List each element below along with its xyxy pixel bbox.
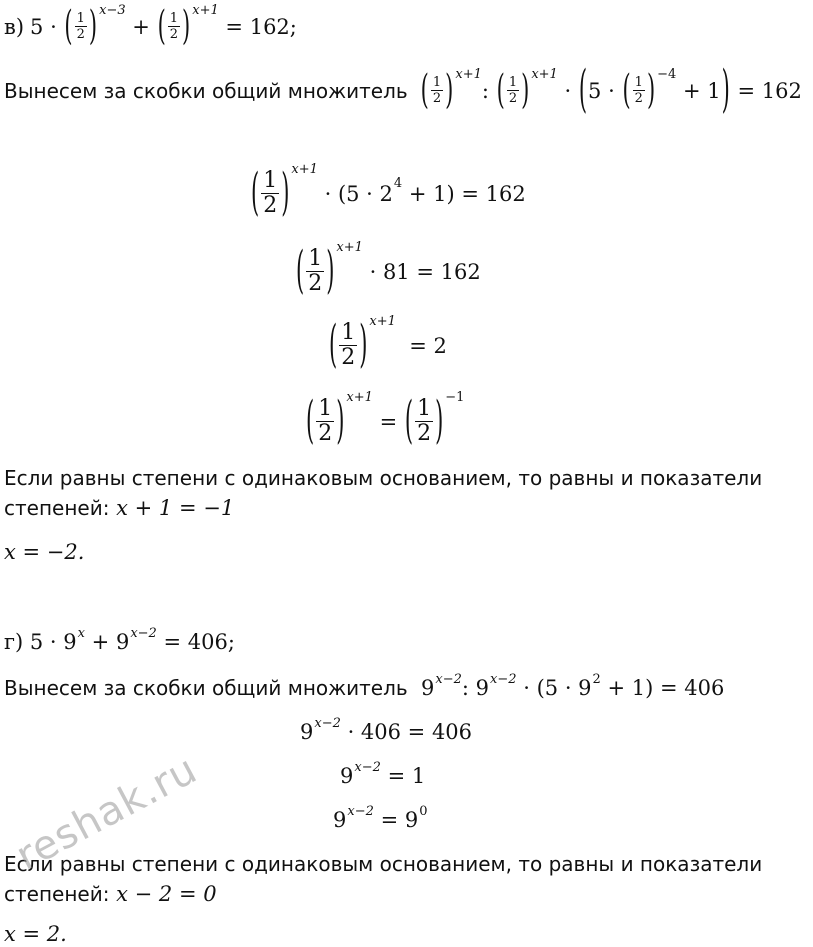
part-v-label: в) <box>4 14 25 39</box>
part-g-step2: 9 x−2 = 1 <box>340 759 426 788</box>
fraction-half: $\frac{1}{2}$ <box>169 11 179 42</box>
part-g-step3: 9 x−2 = 9 0 <box>333 803 428 832</box>
watermark-logo: reshak.ru <box>8 746 205 880</box>
part-v-step1: ( $\frac{1}{2}$ ) x+1 · (5 · 2 4 + 1) = 162 <box>251 162 526 222</box>
part-g-conclusion-2: степеней: x − 2 = 0 <box>4 882 217 906</box>
factor-text: Вынесем за скобки общий множитель <box>4 78 408 103</box>
part-v-equation: в) 5 · ( $\frac{1}{2}$ ) x−3 + ( $\frac{1}{2}$ ) x+1 = 162 ; <box>4 2 297 49</box>
part-v-conclusion-2: степеней: x + 1 = −1 <box>4 496 235 520</box>
part-g-conclusion-1: Если равны степени с одинаковым основанием, то равны и показатели <box>4 852 763 876</box>
part-g-factor-line: Вынесем за скобки общий множитель 9 x−2 : 9 x−2 · (5 · 9 2 + 1) = 406 <box>4 671 725 700</box>
part-v-factor-line: Вынесем за скобки общий множитель ( $\frac{1}{2}$ ) x+1 : ( $\frac{1}{2}$ ) x+1 · ( 5 · ( $\frac{1}{2}$ ) −4 + 1 ) = 162 <box>4 60 802 119</box>
part-v-step4: ( $\frac{1}{2}$ ) x+1 = ( $\frac{1}{2}$ ) −1 <box>306 390 465 450</box>
part-g-answer: x = 2. <box>4 922 67 946</box>
part-v-conclusion-1: Если равны степени с одинаковым основанием, то равны и показатели <box>4 466 763 490</box>
part-g-equation: г) 5 · 9 x + 9 x−2 = 406; <box>4 625 235 654</box>
fraction-half: $\frac{1}{2}$ <box>76 11 85 42</box>
part-v-step2: ( $\frac{1}{2}$ ) x+1 · 81 = 162 <box>296 240 481 300</box>
part-v-answer: x = −2. <box>4 540 85 564</box>
part-g-step1: 9 x−2 · 406 = 406 <box>300 715 473 744</box>
part-v-step3: ( $\frac{1}{2}$ ) x+1 = 2 <box>329 314 447 374</box>
part-g-label: г) <box>4 630 24 654</box>
